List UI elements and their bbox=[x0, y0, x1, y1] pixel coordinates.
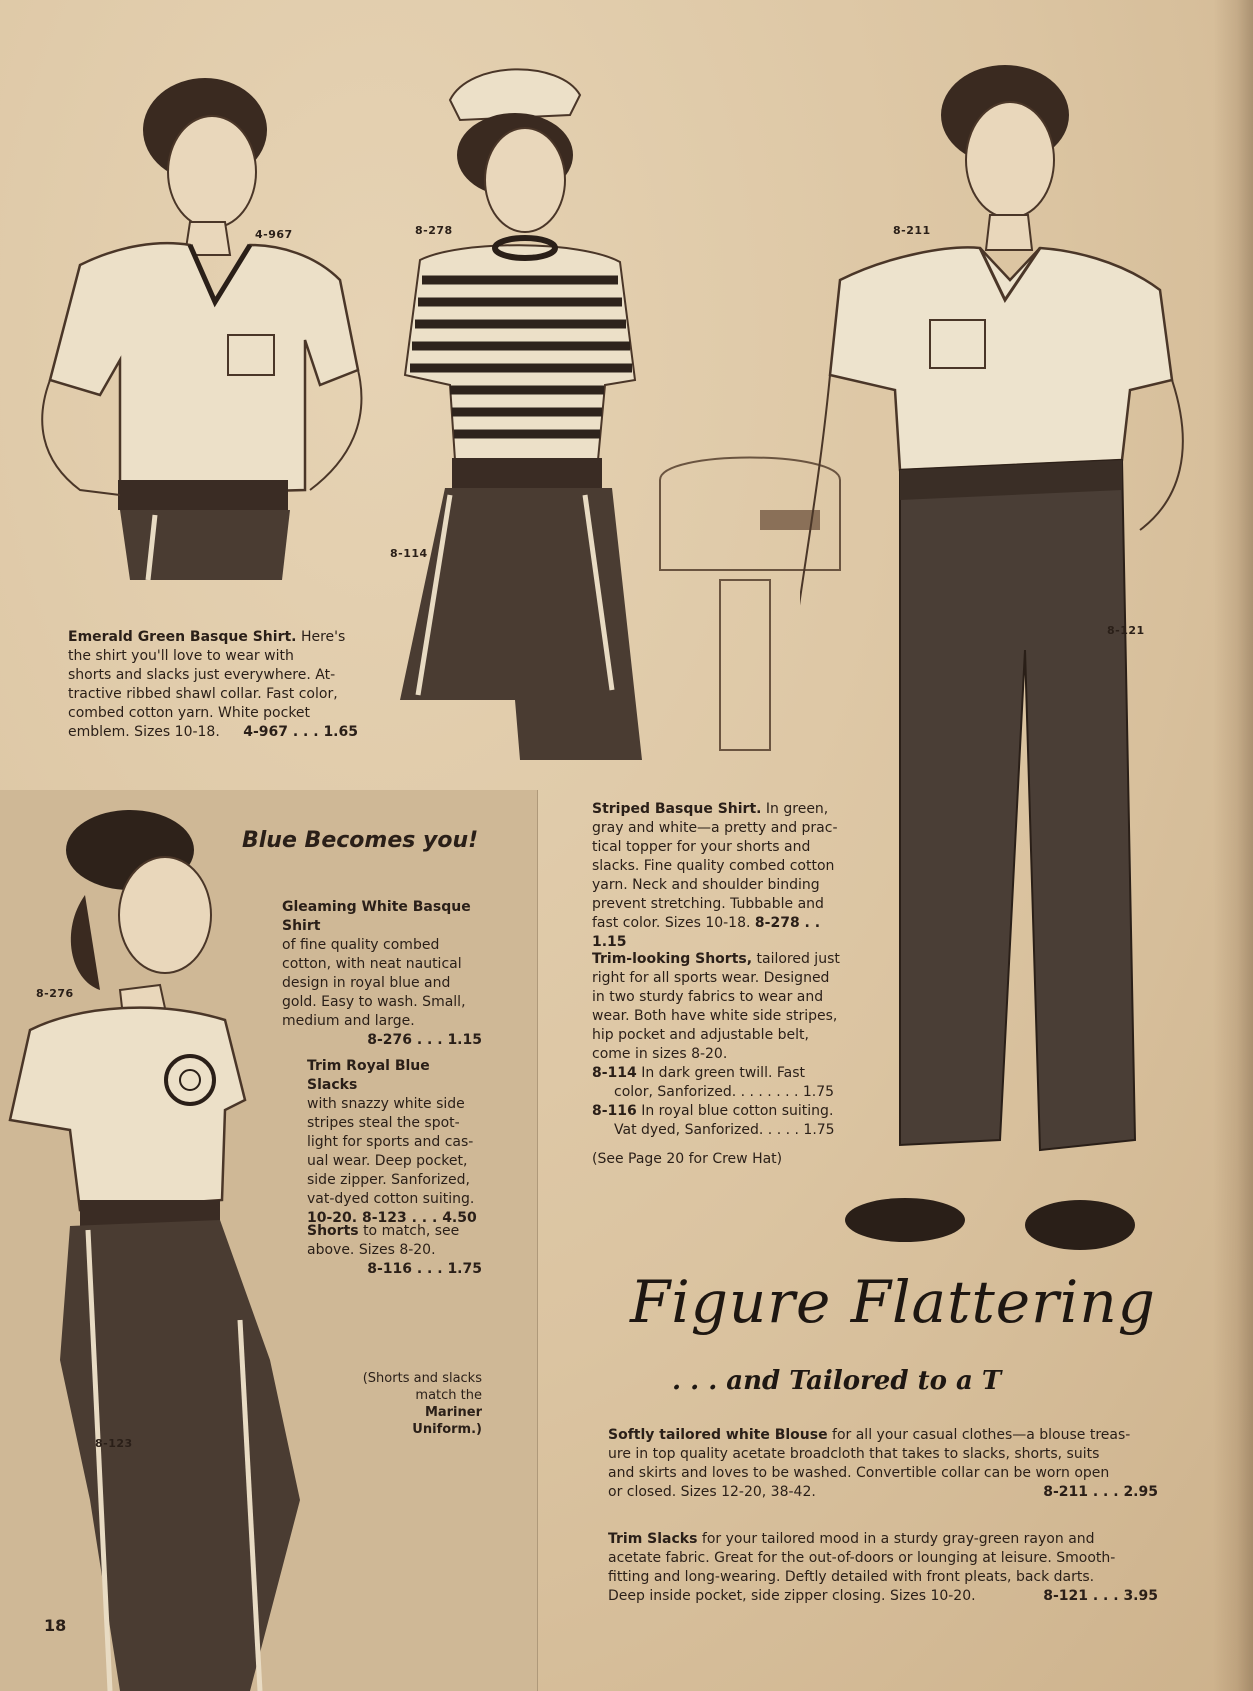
figure-emerald-shirt bbox=[20, 40, 380, 600]
code-8-276: 8-276 bbox=[36, 987, 74, 1000]
code-8-114: 8-114 bbox=[390, 547, 428, 560]
code-8-123: 8-123 bbox=[95, 1437, 133, 1450]
page-number: 18 bbox=[44, 1616, 67, 1635]
blue-becomes-you-headline: Blue Becomes you! bbox=[242, 828, 479, 853]
code-8-278: 8-278 bbox=[415, 224, 453, 237]
striped-shirt-description: Striped Basque Shirt. In green, gray and white—a pretty and prac- tical topper for your shorts and slacks. Fine quality combed cotton yarn. Neck and shoulder binding prevent stretching. Tubbable and fast color. Sizes 10-18. 8-278 . . 1.15 bbox=[592, 801, 838, 950]
blouse-description: Softly tailored white Blouse for all your casual clothes—a blouse treas- ure in top quality acetate broadcloth that takes to slacks, shorts, suits and skirts and loves to be washed. Convertible collar can be worn open or closed. Sizes 12-20, 38-42. 8-211 . . . 2.95 bbox=[608, 1427, 1158, 1500]
figure-striped-shirt bbox=[380, 40, 680, 760]
gleaming-shirt-description: Gleaming White Basque Shirt of fine quality combed cotton, with neat nautical design in royal blue and gold. Easy to wash. Small, medium and large. 8-276 . . . 1.15 bbox=[282, 899, 482, 1048]
matching-shorts-description: Shorts to match, see above. Sizes 8-20. 8-116 . . . 1.75 bbox=[307, 1223, 482, 1277]
figure-tailored-blouse bbox=[800, 30, 1220, 1250]
tailored-to-a-t-headline: . . . and Tailored to a T bbox=[672, 1366, 1002, 1396]
code-4-967: 4-967 bbox=[255, 228, 293, 241]
mariner-note: (Shorts and slacks match the Mariner Uniform.) bbox=[362, 1371, 482, 1437]
trim-slacks-description: Trim Slacks for your tailored mood in a sturdy gray-green rayon and acetate fabric. Great for the out-of-doors or lounging at leisure. Smooth- fitting and long-wearing. Deftly detailed with front pleats, back darts. Deep inside pocket, side zipper closing. Sizes 10-20. 8-121 . . . 3.95 bbox=[608, 1531, 1158, 1604]
code-8-121: 8-121 bbox=[1107, 624, 1145, 637]
royal-blue-slacks-description: Trim Royal Blue Slacks with snazzy white side stripes steal the spot- light for sports and cas- ual wear. Deep pocket, side zipper. Sanforized, vat-dyed cotton suiting. 10-20. 8-123 . . . 4.50 bbox=[307, 1058, 477, 1226]
figure-nautical-outfit bbox=[0, 800, 300, 1691]
shorts-description: Trim-looking Shorts, tailored just right for all sports wear. Designed in two sturdy fabrics to wear and wear. Both have white side stripes, hip pocket and adjustable belt, come in sizes 8-20. 8-114 In dark green twill. Fast color, Sanforized. . . . . . . . 1.75 8-116 In royal blue cotton suiting. Vat dyed, Sanforized. . . . . 1.75 (See Page 20 for Crew Hat) bbox=[592, 951, 840, 1167]
emerald-shirt-description: Emerald Green Basque Shirt. Here's the shirt you'll love to wear with shorts and slacks just everywhere. At- tractive ribbed shawl collar. Fast color, combed cotton yarn. White pocket emblem. Sizes 10-18. 4-967 . . . 1.65 bbox=[68, 629, 358, 740]
code-8-211: 8-211 bbox=[893, 224, 931, 237]
figure-flattering-headline: Figure Flattering bbox=[630, 1268, 1156, 1336]
